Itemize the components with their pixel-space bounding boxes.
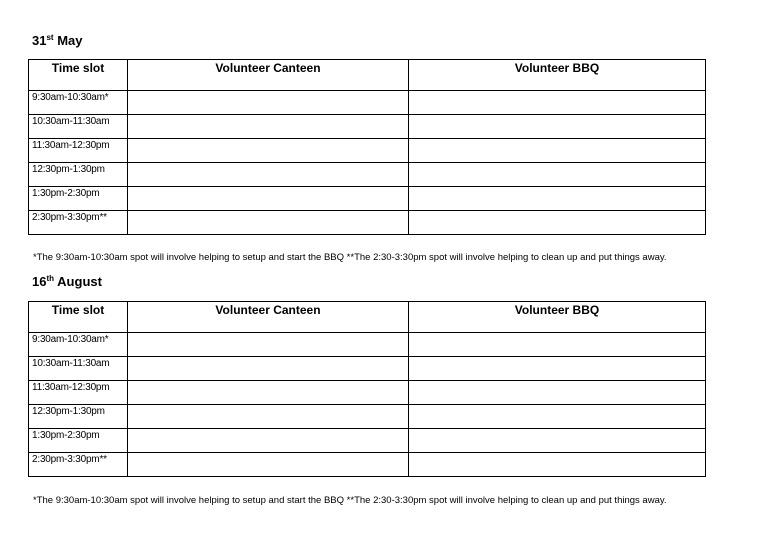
table-row: [29, 91, 706, 115]
bbq-signup-cell[interactable]: [409, 163, 706, 187]
table-row: [29, 187, 706, 211]
time-slot-cell: 10:30am-11:30am: [29, 115, 128, 139]
volunteer-canteen-header: Volunteer Canteen: [128, 60, 409, 91]
bbq-signup-cell[interactable]: [409, 115, 706, 139]
canteen-signup-cell[interactable]: [128, 187, 409, 211]
table-row: [29, 405, 706, 429]
time-slot-cell: 2:30pm-3:30pm**: [29, 453, 128, 477]
time-slot-cell: 10:30am-11:30am: [29, 357, 128, 381]
table-row: [29, 357, 706, 381]
time-slot-cell: 9:30am-10:30am*: [29, 333, 128, 357]
table-row: [29, 333, 706, 357]
time-slot-cell: 11:30am-12:30pm: [29, 381, 128, 405]
bbq-signup-cell[interactable]: [409, 405, 706, 429]
time-slot-cell: 1:30pm-2:30pm: [29, 187, 128, 211]
volunteer-roster-table: [28, 59, 706, 235]
canteen-signup-cell[interactable]: [128, 405, 409, 429]
table-row: [29, 139, 706, 163]
bbq-signup-cell[interactable]: [409, 381, 706, 405]
volunteer-canteen-header: Volunteer Canteen: [128, 302, 409, 333]
bbq-signup-cell[interactable]: [409, 429, 706, 453]
canteen-signup-cell[interactable]: [128, 91, 409, 115]
bbq-signup-cell[interactable]: [409, 139, 706, 163]
time-slot-cell: 11:30am-12:30pm: [29, 139, 128, 163]
header-row: [29, 60, 706, 91]
volunteer-bbq-header: Volunteer BBQ: [409, 302, 706, 333]
table-row: [29, 381, 706, 405]
footnote: *The 9:30am-10:30am spot will involve helping to setup and start the BBQ **The 2:30-3:30pm spot will involve helping to clean up and put things away.: [33, 252, 667, 263]
heading-month: August: [57, 274, 102, 289]
time-slot-cell: 1:30pm-2:30pm: [29, 429, 128, 453]
canteen-signup-cell[interactable]: [128, 163, 409, 187]
heading-day: 16: [32, 274, 47, 289]
time-slot-header: Time slot: [29, 302, 128, 333]
canteen-signup-cell[interactable]: [128, 211, 409, 235]
heading-ordinal-suffix: th: [46, 274, 55, 283]
header-row: [29, 302, 706, 333]
bbq-signup-cell[interactable]: [409, 91, 706, 115]
bbq-signup-cell[interactable]: [409, 357, 706, 381]
volunteer-roster-table: [28, 301, 706, 477]
time-slot-cell: 12:30pm-1:30pm: [29, 163, 128, 187]
canteen-signup-cell[interactable]: [128, 115, 409, 139]
canteen-signup-cell[interactable]: [128, 139, 409, 163]
time-slot-cell: 2:30pm-3:30pm**: [29, 211, 128, 235]
time-slot-cell: 12:30pm-1:30pm: [29, 405, 128, 429]
volunteer-bbq-header: Volunteer BBQ: [409, 60, 706, 91]
heading-day: 31: [32, 33, 47, 48]
table-row: [29, 211, 706, 235]
table-row: [29, 453, 706, 477]
canteen-signup-cell[interactable]: [128, 453, 409, 477]
heading-ordinal-suffix: st: [46, 33, 54, 42]
table-row: [29, 429, 706, 453]
canteen-signup-cell[interactable]: [128, 381, 409, 405]
time-slot-cell: 9:30am-10:30am*: [29, 91, 128, 115]
canteen-signup-cell[interactable]: [128, 357, 409, 381]
section-heading: [32, 33, 83, 49]
bbq-signup-cell[interactable]: [409, 333, 706, 357]
table-row: [29, 163, 706, 187]
heading-month: May: [57, 33, 83, 48]
canteen-signup-cell[interactable]: [128, 429, 409, 453]
time-slot-header: Time slot: [29, 60, 128, 91]
bbq-signup-cell[interactable]: [409, 453, 706, 477]
bbq-signup-cell[interactable]: [409, 211, 706, 235]
canteen-signup-cell[interactable]: [128, 333, 409, 357]
bbq-signup-cell[interactable]: [409, 187, 706, 211]
section-heading: [32, 274, 102, 290]
footnote: *The 9:30am-10:30am spot will involve helping to setup and start the BBQ **The 2:30-3:30pm spot will involve helping to clean up and put things away.: [33, 495, 667, 506]
table-row: [29, 115, 706, 139]
